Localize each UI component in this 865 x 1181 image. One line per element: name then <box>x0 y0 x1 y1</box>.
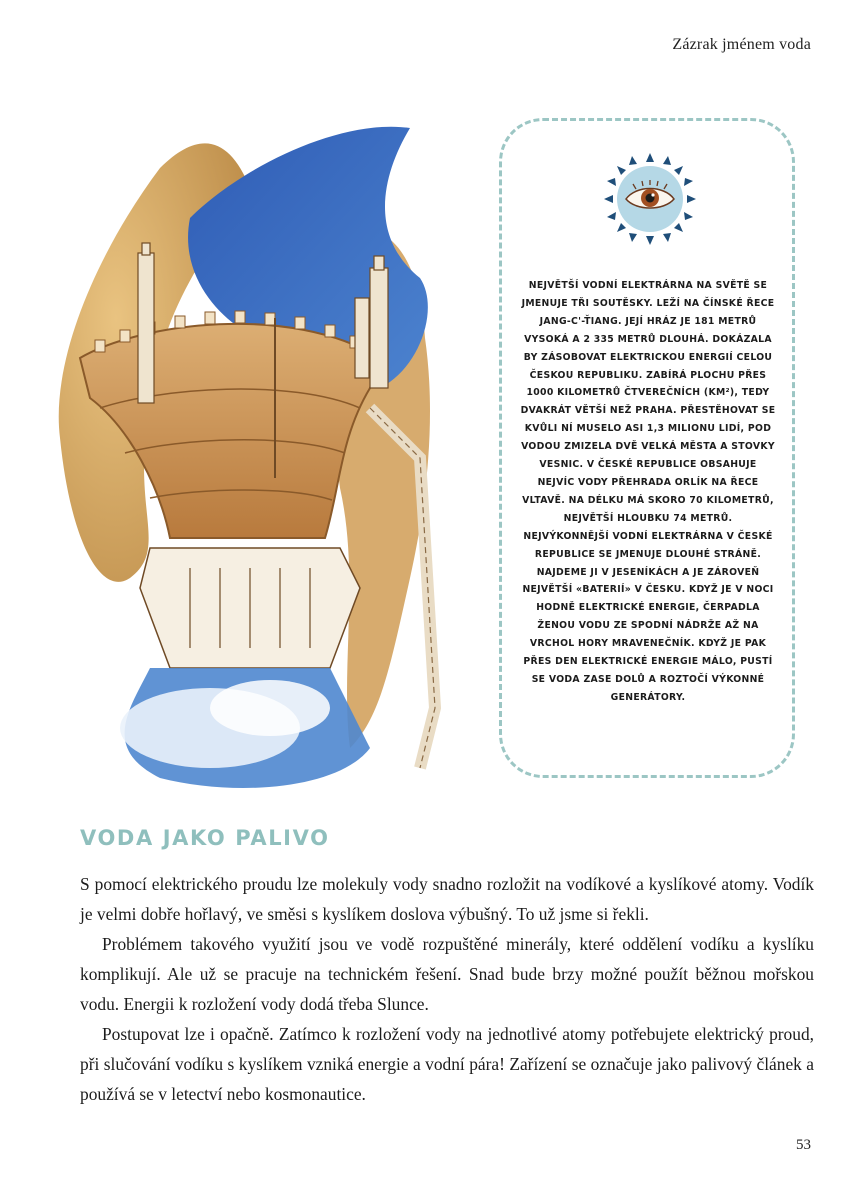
info-box <box>499 118 795 778</box>
paragraph: Postupovat lze i opačně. Zatímco k rozložení vody na jednotlivé atomy potřebujete elektrický proud, při slučování vodíku s kyslíkem vzniká energie a vodní pára! Zařízení se označuje jako palivový článek a používá se v letectví nebo kosmonautice. <box>80 1024 814 1104</box>
paragraph: Problémem takového využití jsou ve vodě rozpuštěné minerály, které oddělení vodíku a kyslíku komplikují. Ale už se pracuje na technickém řešení. Snad bude brzy možné použít běžnou mořskou vodu. Energii k rozložení vody dodá třeba Slunce. <box>80 934 814 1014</box>
dam-illustration <box>40 108 460 788</box>
running-head: Zázrak jménem voda <box>672 36 811 53</box>
info-box-text: NEJVĚTŠÍ VODNÍ ELEKTRÁRNA NA SVĚTĚ SE JMENUJE TŘI SOUTĚSKY. LEŽÍ NA ČÍNSKÉ ŘECE JANG-C'-ŤIANG. JEJÍ HRÁZ JE 181 METRŮ VYSOKÁ A 2 335 METRŮ DLOUHÁ. DOKÁZALA BY ZÁSOBOVAT ELEKTRICKOU ENERGIÍ CELOU ČESKOU REPUBLIKU. ZABÍRÁ PLOCHU PŘES 1000 KILOMETRŮ ČTVEREČNÍCH (KM²), TEDY DVAKRÁT VĚTŠÍ NEŽ PRAHA. PŘESTĚHOVAT SE KVŮLI NÍ MUSELO ASI 1,3 MILIONU LIDÍ, POD VODOU ZMIZELA DVĚ VELKÁ MĚSTA A STOVKY VESNIC. V ČESKÉ REPUBLICE OBSAHUJE NEJVÍC VODY PŘEHRADA ORLÍK NA ŘECE VLTAVĚ. NA DÉLKU MÁ SKORO 70 KILOMETRŮ, NEJVĚTŠÍ HLOUBKU 74 METRŮ. NEJVÝKONNĚJŠÍ VODNÍ ELEKTRÁRNA V ČESKÉ REPUBLICE SE JMENUJE DLOUHÉ STRÁNĚ. NAJDEME JI V JESENÍKÁCH A JE ZÁROVEŇ NEJVĚTŠÍ «BATERIÍ» V ČESKU. KDYŽ JE V NOCI HODNĚ ELEKTRICKÉ ENERGIE, ČERPADLA ŽENOU VODU ZE SPODNÍ NÁDRŽE AŽ NA VRCHOL HORY MRAVENEČNÍK. KDYŽ JE PAK PŘES DEN ELEKTRICKÉ ENERGIE MÁLO, PUSTÍ SE VODA ZASE DOLŮ A ROZTOČÍ VÝKONNÉ GENERÁTORY. <box>520 280 776 703</box>
section-heading: VODA JAKO PALIVO <box>80 826 330 850</box>
page-number: 53 <box>796 1137 811 1153</box>
eye-in-sun-icon <box>602 151 698 247</box>
paragraph: S pomocí elektrického proudu lze molekuly vody snadno rozložit na vodíkové a kyslíkové atomy. Vodík je velmi dobře hořlavý, ve směsi s kyslíkem doslova výbušný. To už jsme si řekli. <box>80 874 814 924</box>
body-text <box>80 869 814 1109</box>
